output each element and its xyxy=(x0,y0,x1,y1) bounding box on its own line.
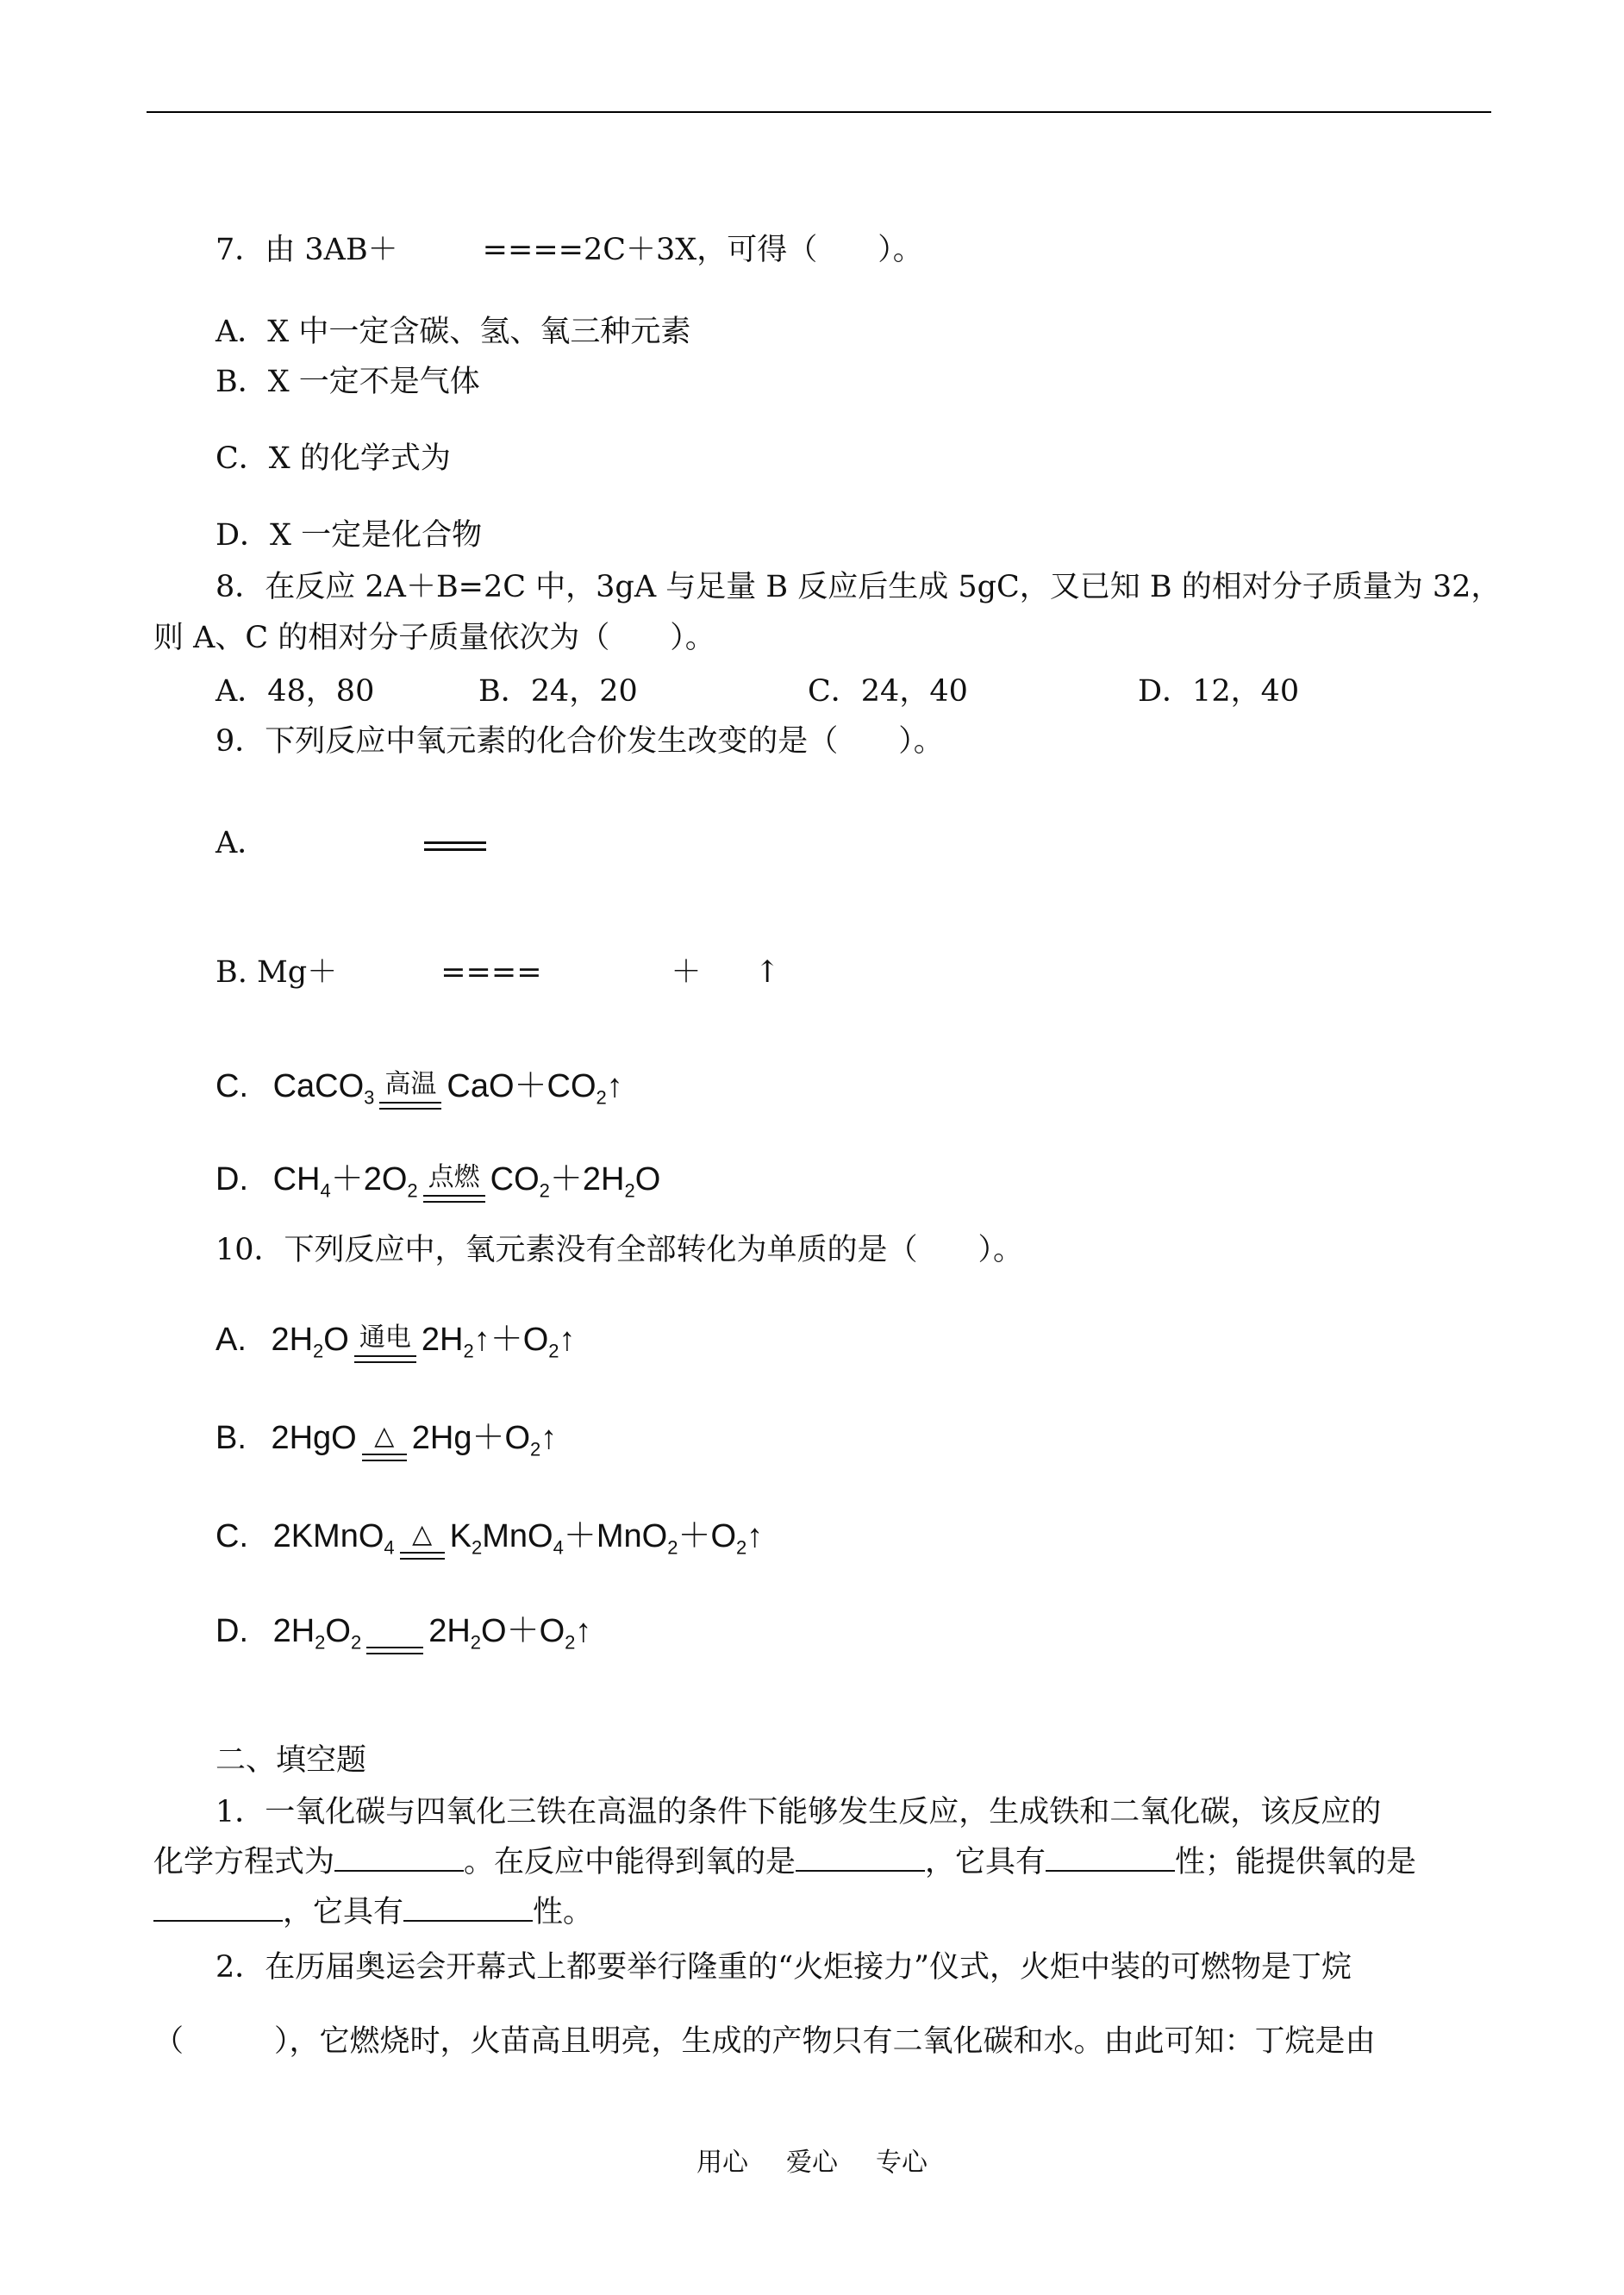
q9-option-b-arrow: ↑ xyxy=(754,955,780,990)
footer-text-2: 爱心 xyxy=(786,2148,838,2178)
q9-option-a-label: A． xyxy=(215,826,268,860)
q10-option-a-label: A. xyxy=(215,1322,247,1358)
q7-option-b: B．X 一定不是气体 xyxy=(215,365,480,399)
footer-text-3: 专心 xyxy=(876,2148,928,2178)
q7-option-c: C．X 的化学式为 xyxy=(215,441,451,476)
q8-option-b: B．24，20 xyxy=(478,674,638,709)
q8-option-a: A．48，80 xyxy=(215,674,375,709)
q9-option-a xyxy=(215,826,267,860)
q10-option-a: A. $2H_2O$ 通电 $2H_2↑+O_2↑$ xyxy=(215,1321,576,1371)
header-rule xyxy=(147,111,1491,113)
s2-q2-line2: （ ），它燃烧时，火苗高且明亮，生成的产物只有二氧化碳和水。由此可知：丁烷是由 xyxy=(153,2024,1376,2059)
q9-option-d-label: D. xyxy=(215,1161,248,1198)
q10-option-c-label: C. xyxy=(215,1518,248,1554)
q8-stem-line1: 8．在反应 2A＋B=2C 中，3gA 与足量 B 反应后生成 5gC，又已知 B 的相对分子质量为 32， xyxy=(215,570,1502,604)
q10-stem: 10．下列反应中，氧元素没有全部转化为单质的是（ ）。 xyxy=(215,1233,1024,1267)
s2-q1-line2: 化学方程式为 。在反应中能得到氧的是 ，它具有 性；能提供氧的是 xyxy=(153,1845,1417,1879)
s2-q1-line1: 1．一氧化碳与四氧化三铁在高温的条件下能够发生反应，生成铁和二氧化碳，该反应的 xyxy=(215,1795,1382,1829)
q7-stem-part2: ====2C＋3X，可得（ ）。 xyxy=(482,233,923,267)
blank-property-1[interactable] xyxy=(1046,1846,1175,1872)
q10-option-d-label: D. xyxy=(215,1613,248,1649)
q8-option-c: C．24，40 xyxy=(808,674,968,709)
q7-option-a: A．X 中一定含碳、氢、氧三种元素 xyxy=(215,315,691,349)
footer-text-1: 用心 xyxy=(696,2148,748,2178)
q7-stem xyxy=(215,233,923,267)
q10-option-b-label: B. xyxy=(215,1420,247,1456)
q9-stem: 9．下列反应中氧元素的化合价发生改变的是（ ）。 xyxy=(215,724,944,759)
section-title: 二、填空题 xyxy=(215,1743,367,1778)
q10-option-a-condition: 通电 xyxy=(354,1333,416,1371)
q9-option-d-condition: 点燃 xyxy=(423,1173,485,1210)
q8-stem-line2: 则 A、C 的相对分子质量依次为（ ）。 xyxy=(153,621,715,655)
blank-oxygen-receiver[interactable] xyxy=(796,1846,925,1872)
blank-property-2[interactable] xyxy=(403,1896,533,1922)
blank-equation[interactable] xyxy=(334,1846,464,1872)
q9-option-c-condition: 高温 xyxy=(379,1079,441,1117)
q10-option-d: D. $2H_2O_2$ $2H_2O+O_2↑$ xyxy=(215,1612,591,1662)
q9-option-c: C. CaCO$_3$ 高温 $CaO+CO_2↑$ xyxy=(215,1067,623,1117)
q9-option-a-equals xyxy=(424,841,486,851)
q9-option-b-equals: ==== xyxy=(440,955,542,990)
q10-option-c: C. 2KMnO$_4$ △ $K_2MnO_4+MnO_2+O_2↑$ xyxy=(215,1517,763,1567)
q10-option-b-condition: △ xyxy=(362,1431,407,1469)
q7-option-d: D．X 一定是化合物 xyxy=(215,518,483,553)
q10-option-d-equals xyxy=(366,1624,423,1662)
q9-option-c-label: C. xyxy=(215,1068,248,1104)
q7-stem-part1: 7．由 3AB＋ xyxy=(215,233,398,267)
q8-option-d: D．12，40 xyxy=(1138,674,1300,709)
s2-q1-line3: ，它具有 性。 xyxy=(153,1895,593,1929)
q10-option-b: B. 2HgO △ $2Hg+O_2↑$ xyxy=(215,1419,557,1469)
page-footer xyxy=(0,2141,1624,2179)
s2-q2-line1: 2．在历届奥运会开幕式上都要举行隆重的“火炬接力”仪式，火炬中装的可燃物是丁烷 xyxy=(215,1950,1352,1985)
q10-option-c-condition: △ xyxy=(400,1529,445,1567)
q9-option-b-plus: ＋ xyxy=(671,955,702,990)
q9-option-b xyxy=(215,955,780,990)
q9-option-d: D. $CH_4+2O_2$ 点燃 $CO_2+2H_2O$ xyxy=(215,1160,660,1210)
q9-option-b-label: B. Mg＋ xyxy=(215,955,338,990)
blank-oxygen-provider[interactable] xyxy=(153,1896,283,1922)
